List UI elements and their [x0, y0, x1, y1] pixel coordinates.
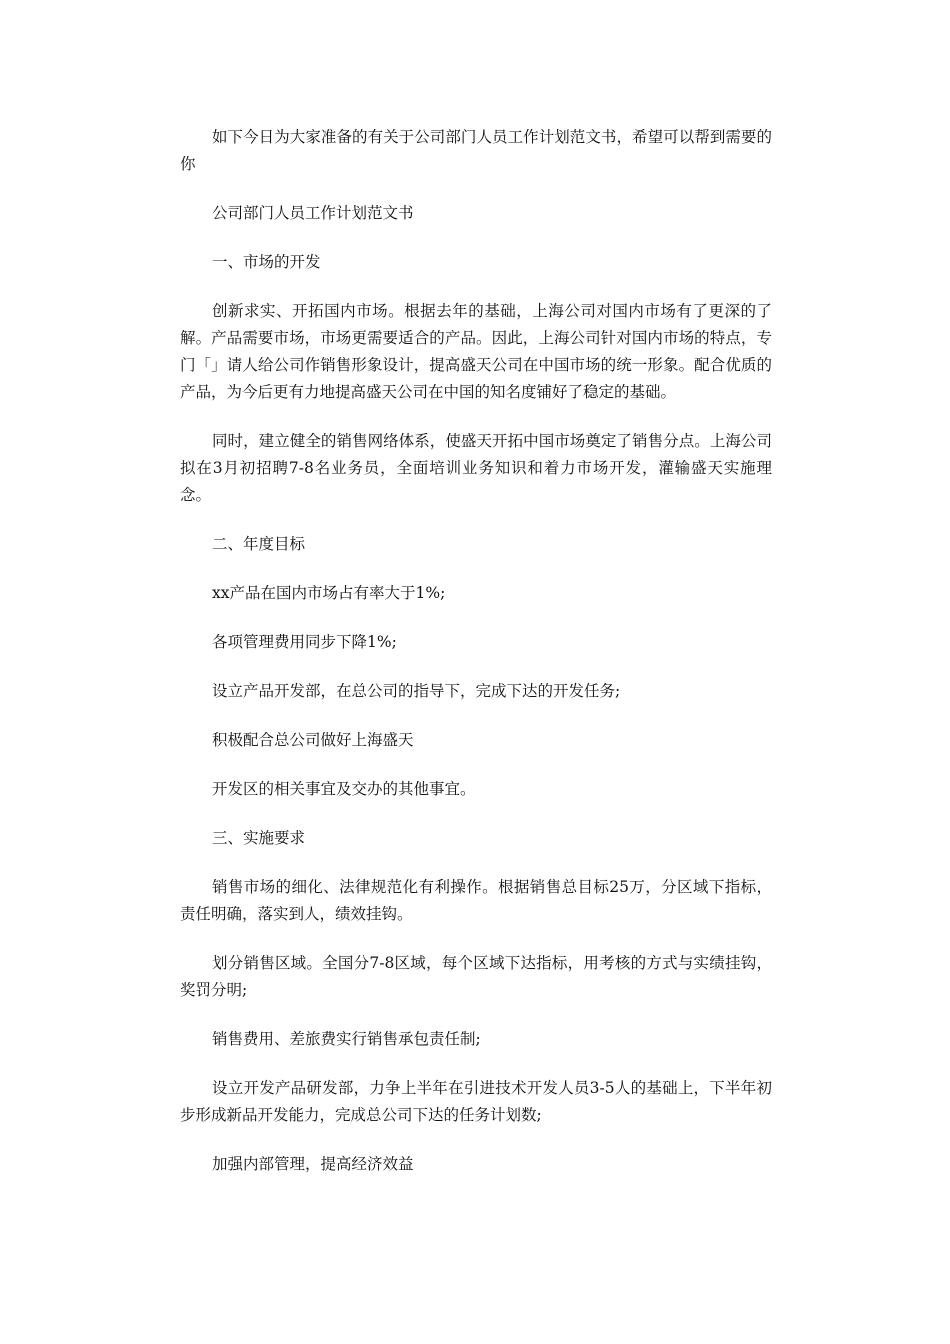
goal-item-development-zone: 开发区的相关事宜及交办的其他事宜。: [212, 780, 476, 798]
goal-item-market-share: xx产品在国内市场占有率大于1%;: [212, 584, 446, 602]
requirement-sales-regions: 划分销售区域。全国分7-8区域，每个区域下达指标，用考核的方式与实绩挂钩，奖罚分明;: [180, 954, 772, 999]
goal-item-product-development: 设立产品开发部，在总公司的指导下，完成下达的开发任务;: [212, 682, 621, 700]
requirement-rd-department: 设立开发产品研发部，力争上半年在引进技术开发人员3-5人的基础上，下半年初步形成新品开发能力，完成总公司下达的任务计划数;: [180, 1079, 772, 1124]
paragraph-market-innovation: 创新求实、开拓国内市场。根据去年的基础，上海公司对国内市场有了更深的了解。产品需要市场，市场更需要适合的产品。因此，上海公司针对国内市场的特点，专门「」请人给公司作销售形象设计，提高盛天公司在中国市场的统一形象。配合优质的产品，为今后更有力地提高盛天公司在中国的知名度铺好了稳定的基础。: [180, 302, 772, 401]
requirement-sales-market: 销售市场的细化、法律规范化有利操作。根据销售总目标25万，分区域下指标，责任明确，落实到人，绩效挂钩。: [180, 878, 772, 923]
goal-item-cooperate: 积极配合总公司做好上海盛天: [212, 731, 414, 749]
section-heading-market-development: 一、市场的开发: [212, 253, 321, 271]
intro-paragraph: 如下今日为大家准备的有关于公司部门人员工作计划范文书，希望可以帮到需要的你: [180, 128, 772, 173]
section-heading-annual-goals: 二、年度目标: [212, 535, 306, 553]
requirement-internal-management: 加强内部管理，提高经济效益: [212, 1155, 414, 1173]
section-heading-implementation: 三、实施要求: [212, 829, 306, 847]
requirement-sales-expenses: 销售费用、差旅费实行销售承包责任制;: [212, 1030, 481, 1048]
document-body: [180, 124, 772, 1200]
document-title: 公司部门人员工作计划范文书: [212, 204, 414, 222]
paragraph-sales-network: 同时，建立健全的销售网络体系，使盛天开拓中国市场奠定了销售分点。上海公司拟在3月初招聘7-8名业务员，全面培训业务知识和着力市场开发，灌输盛天实施理念。: [180, 432, 772, 504]
goal-item-management-costs: 各项管理费用同步下降1%;: [212, 633, 397, 651]
